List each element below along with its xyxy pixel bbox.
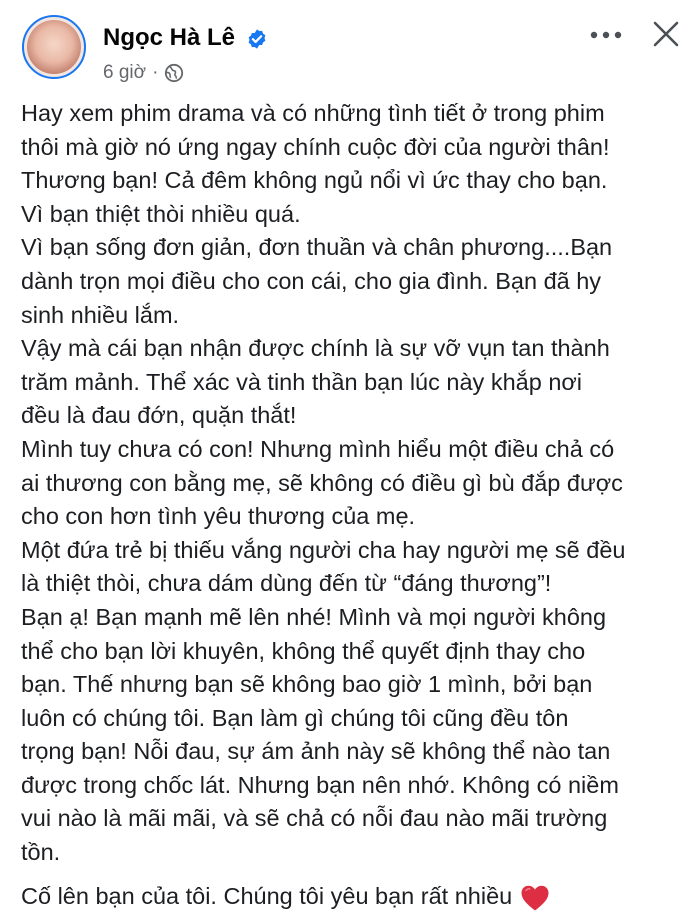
avatar[interactable] [22,15,86,79]
post-text-line: Một đứa trẻ bị thiếu vắng người cha hay người mẹ sẽ đều [21,536,626,563]
meta-separator: · [152,62,159,83]
post-text-line: Vậy mà cái bạn nhận được chính là sự vỡ vụn tan thành [21,335,610,362]
post-text-line: Thương bạn! Cả đêm không ngủ nổi vì ức thay cho bạn. [21,167,608,194]
post-text-line: đều là đau đớn, quặn thắt! [21,402,297,429]
post-text-line: vui nào là mãi mãi, và sẽ chả có nỗi đau nào mãi trường [21,805,608,832]
close-icon[interactable] [650,18,682,50]
post-text [21,97,691,870]
post-text-line: Bạn ạ! Bạn mạnh mẽ lên nhé! Mình và mọi người không [21,603,607,630]
post-closing-text: Cố lên bạn của tôi. Chúng tôi yêu bạn rất nhiều [21,883,513,909]
post-text-line: Mình tuy chưa có con! Nhưng mình hiểu một điều chả có [21,435,615,462]
post-text-line: tồn. [21,839,61,866]
post-text-line: sinh nhiều lắm. [21,301,180,328]
post-text-line: trăm mảnh. Thể xác và tinh thần bạn lúc này khắp nơi [21,368,583,395]
post-text-line: là thiệt thòi, chưa dám dùng đến từ “đáng thương”! [21,570,552,597]
post-header [0,0,700,90]
post-text-line: thôi mà giờ nó ứng ngay chính cuộc đời của người thân! [21,133,610,160]
post-text-line: cho con hơn tình yêu thương của mẹ. [21,503,416,530]
post-text-line: Vì bạn thiệt thòi nhiều quá. [21,200,301,227]
verified-badge-icon [246,28,268,50]
post-text-line: bạn. Thế nhưng bạn sẽ không bao giờ 1 mình, bởi bạn [21,671,593,698]
more-options-icon[interactable] [588,22,624,48]
globe-icon[interactable] [164,63,184,83]
post-text-line: trọng bạn! Nỗi đau, sự ám ảnh này sẽ không thể nào tan [21,738,611,765]
post-text-line: dành trọn mọi điều cho con cái, cho gia đình. Bạn đã hy [21,267,602,294]
post-text-line: được trong chốc lát. Nhưng bạn nên nhớ. Không có niềm [21,771,619,798]
post-text-line: Hay xem phim drama và có những tình tiết ở trong phim [21,100,605,126]
post-text-line: Vì bạn sống đơn giản, đơn thuần và chân phương....Bạn [21,234,613,261]
red-heart-icon [520,884,550,912]
avatar-photo [27,20,81,74]
post-text-line: thể cho bạn lời khuyên, không thể quyết định thay cho [21,637,586,664]
post-closing-line [21,880,691,914]
post-text-line: luôn có chúng tôi. Bạn làm gì chúng tôi cũng đều tôn [21,704,569,731]
post-text-line: ai thương con bằng mẹ, sẽ không có điều gì bù đắp được [21,469,623,496]
author-name[interactable]: Ngọc Hà Lê [103,24,236,51]
post-timestamp[interactable]: 6 giờ [103,62,147,83]
post-meta [103,62,184,84]
